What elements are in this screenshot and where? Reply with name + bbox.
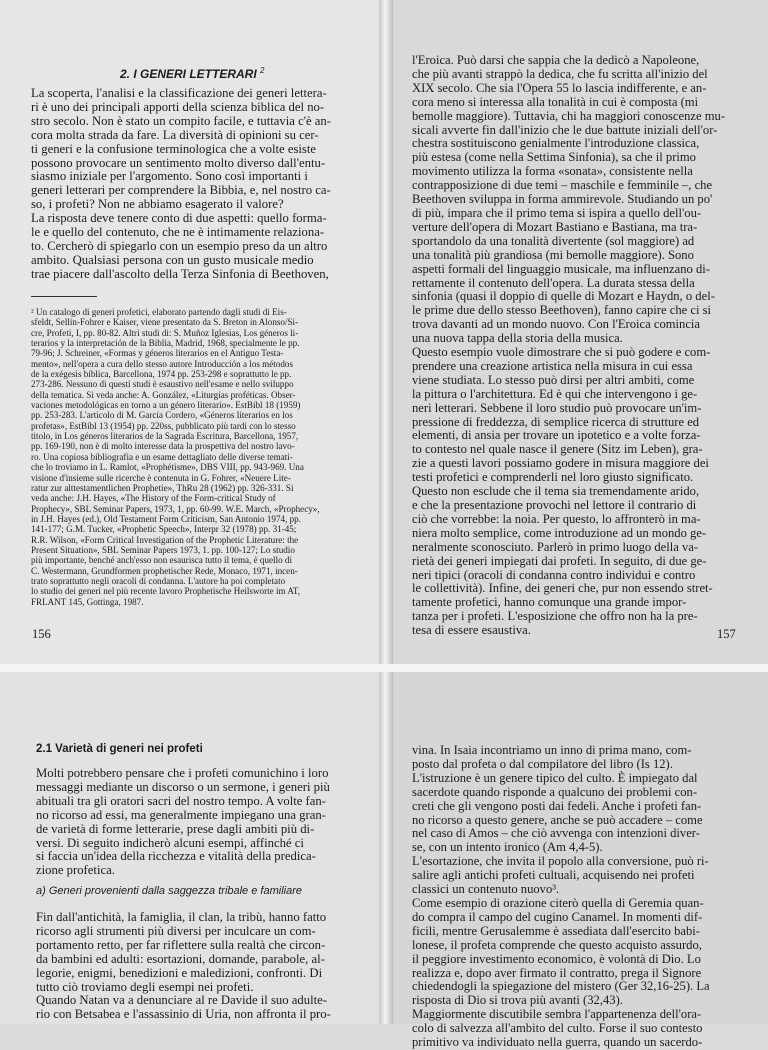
text-line: La scoperta, l'analisi e la classificazione dei generi lettera- (31, 86, 327, 100)
text-line: Fin dall'antichità, la famiglia, il clan, la tribù, hanno fatto (36, 910, 327, 924)
text-line: da bambini ed adulti: esortazioni, domande, parabole, al- (36, 951, 325, 966)
subsection-heading: a) Generi provenienti dalla saggezza tribale e familiare (36, 885, 302, 897)
text-line: la pittura o l'architettura. Ed è qui che intervengono i ge- (412, 386, 698, 401)
text-line: terarios y la interpretación de la Biblia, Madrid, 1968, specialmente le pp. (31, 338, 300, 349)
text-line: so, i profeti? Non ne abbiamo esagerato il valore? (31, 197, 284, 212)
text-line: ti generi e la confusione terminologica che a volte esiste (31, 141, 317, 156)
lower-left-body-1 (36, 767, 330, 878)
text-line: una nuova tappa della storia della musica. (412, 331, 623, 346)
text-line: che lo troviamo in L. Ramlot, «Prophétisme», DBS VIII, pp. 943-969. Una (31, 462, 304, 473)
text-line: generi letterari per comprendere la Bibbia, e, nel nostro ca- (31, 183, 331, 198)
page-number-156: 156 (32, 627, 51, 641)
text-line: testi profetici e comprenderli nel loro giusto significato. (412, 470, 694, 485)
text-line: profetas», EstBíbl 13 (1954) pp. 220ss, pubblicato più tardi con lo stesso (31, 420, 296, 431)
text-line: sinfonia (quasi il doppio di quelle di Mozart e Haydn, o del- (412, 289, 715, 304)
text-line: l'Eroica. Può darsi che sappia che la dedicò a Napoleone, (412, 53, 700, 67)
text-line: Questo non esclude che il tema sia tremendamente arido, (412, 484, 700, 499)
text-line: visione d'insieme sulle ricerche è contenuta in G. Fohrer, «Neuere Lite- (31, 472, 291, 483)
text-line: tutto ciò troviamo degli esempi nei profeti. (36, 979, 254, 994)
text-line: L'esortazione, che invita il popolo alla conversione, può ri- (412, 854, 709, 869)
text-line: rio con Betsabea e l'assassinio di Uria, non affronta il pro- (36, 1007, 331, 1022)
text-line: viene studiata. Lo stesso può dirsi per altri ambiti, come (412, 372, 695, 387)
text-line: risposta di Dio si trova più avanti (32,43). (412, 993, 623, 1008)
text-line: il peggiore investimento economico, è volontà di Dio. Lo (412, 951, 701, 966)
text-line: ri è uno dei principali apporti della scienza biblica del no- (31, 99, 325, 114)
text-line: ciò che vorrebbe: la noia. Per questo, lo affronterò in ma- (412, 511, 701, 526)
lower-right-body (412, 744, 710, 1050)
text-line: cre, Profeti, I, pp. 80-82. Altri studi di: S. Muñoz Iglesias, Los géneros li- (31, 327, 299, 338)
text-line: cora molta strada da fare. La diversità di opinioni su cer- (31, 127, 319, 142)
text-line: bemolle maggiore). Tuttavia, chi ha maggiori conoscenze mu- (412, 108, 726, 123)
text-line: nel caso di Amos – che ciò avvenga con intenzioni diver- (412, 826, 700, 841)
text-line: lonese, il profeta comprende che questo acquisto assurdo, (412, 937, 702, 952)
text-line: pp. 253-283. L'articolo di M. García Cordero, «Géneros literarios en los (31, 410, 293, 421)
page-number-157: 157 (717, 627, 736, 641)
text-line: sportandolo da una tonalità divertente (sol maggiore) ad (412, 233, 695, 248)
text-line: 141-177; G.M. Tucker, «Prophetic Speech», Interpr 32 (1978) pp. 31-45; (31, 524, 297, 535)
text-line: 79-96; J. Schreiner, «Formas y géneros literarios en el Antiguo Testa- (31, 348, 284, 359)
text-line: tesa di essere esaustiva. (412, 623, 531, 638)
text-line: realizza e, dopo aver firmato il contratto, prega il Signore (412, 965, 702, 980)
text-line: C. Westermann, Grundformen prophetischer Rede, Monaco, 1971, incen- (31, 565, 298, 576)
text-line: verture dell'opera di Mozart Bastiano e Bastiana, ma tra- (412, 219, 698, 234)
text-line: legorie, enigmi, benedizioni e maledizioni, confronti. Di (36, 965, 323, 980)
page-157-body (412, 54, 725, 638)
text-line: le e quello del contenuto, che ne è intimamente relaziona- (31, 225, 325, 240)
text-line: trova davanti ad un mondo nuovo. Con l'Eroica comincia (412, 317, 701, 332)
chapter-heading: 2. I GENERI LETTERARI $^2$ (120, 66, 265, 81)
text-line: che più avanti strappò la dedica, che fu scritta all'inizio del (412, 66, 708, 81)
text-line: aspetti formali del linguaggio musicale, ma influenzano di- (412, 261, 710, 276)
text-line: rettamente il contenuto dell'opera. La durata stessa della (412, 275, 695, 290)
text-line: contrapposizione di due temi – maschile e femminile –, che (412, 178, 713, 193)
text-line: le prime due dello stesso Beethoven), fanno capire che ci si (412, 303, 711, 318)
text-line: de varietà di forme letterarie, prese dagli ambiti più di- (36, 821, 315, 836)
text-line: neralmente sconosciuto. Parlerò in primo luogo della va- (412, 539, 699, 554)
text-line: più estesa (come nella Settima Sinfonia), sa che il primo (412, 150, 696, 165)
text-line: portamento retto, per far riflettere sulla realtà che circon- (36, 937, 326, 952)
text-line: niera molto semplice, come introduzione ad un mondo ge- (412, 525, 707, 540)
text-line: Come esempio di orazione citerò quella di Geremia quan- (412, 895, 704, 910)
text-line: classici un contenuto nuovo³. (412, 882, 560, 897)
text-line: creti che gli vengono posti dai fedeli. Anche i profeti fan- (412, 798, 702, 813)
text-line: Quando Natan va a denunciare al re Davide il suo adulte- (36, 993, 327, 1008)
text-line: no ricorso a questo genere, anche se può accadere – come (412, 812, 703, 827)
text-line: Maggiormente discutibile sembra l'appartenenza dell'ora- (412, 1007, 702, 1022)
text-line: e che la presentazione provochi nel lettore il contrario di (412, 498, 697, 512)
text-line: no ricorso ad essi, ma generalmente impiegano una gran- (36, 807, 326, 822)
text-line: abituali tra gli oratori sacri del nostro tempo. A volte fan- (36, 793, 326, 808)
text-line: 273-286. Nessuno di questi studi è esaustivo nell'esame e nello sviluppo (31, 379, 294, 390)
text-line: Questo esempio vuole dimostrare che si può godere e com- (412, 345, 711, 360)
text-line: versi. Di seguito indicherò alcuni esempi, affinché ci (36, 835, 304, 850)
text-line: chiedendogli la spiegazione del mistero (Ger 32,16-25). La (412, 979, 710, 994)
text-line: ricorso agli strumenti più diversi per inculcare un com- (36, 923, 316, 938)
text-line: più importante, benché anch'esso non esaurisca tutto il tema, è quello di (31, 555, 292, 566)
text-line: de la exégesis bíblica, Barcellona, 1974 pp. 253-298 e soprattutto le pp. (31, 369, 292, 380)
text-line: XIX secolo. Che sia l'Opera 55 lo lascia indifferente, e an- (412, 80, 707, 95)
text-line: pressione di freddezza, di semplice ricerca di strutture ed (412, 414, 700, 429)
text-line: FRLANT 145, Gottinga, 1987. (31, 596, 144, 607)
text-line: chestra sostituiscono genialmente l'introduzione classica, (412, 136, 700, 151)
text-line: ratur zur alttestamentlichen Prophetie», ThRu 28 (1962) pp. 326-331. Si (31, 482, 294, 493)
text-line: rietà dei generi impiegati dai profeti. In seguito, di due ge- (412, 553, 707, 568)
text-line: stro secolo. Non è stato un compito facile, e tuttavia c'è an- (31, 113, 331, 128)
text-line: trato soprattutto negli oracoli di condanna. L'autore ha poi completato (31, 575, 286, 586)
text-line: salire agli antichi profeti cultuali, acquisendo nei profeti (412, 868, 695, 883)
text-line: ambito. Qualsiasi persona con un gusto musicale medio (31, 252, 314, 267)
text-line: se, con un intento ironico (Am 4,4-5). (412, 840, 603, 855)
text-line: vina. In Isaia incontriamo un inno di prima mano, com- (412, 743, 692, 757)
text-line: sacerdote quando risponde a qualcuno dei problemi con- (412, 784, 698, 799)
text-line: tanza per i profeti. L'esposizione che offro non ha la pre- (412, 609, 698, 624)
text-line: neri letterari. Sebbene il loro studio può provocare un'im- (412, 400, 702, 415)
text-line: della tematica. Si veda anche: A. González, «Liturgias proféticas. Obser- (31, 389, 296, 400)
text-line: messaggi mediante un discorso o un sermone, i generi più (36, 779, 330, 794)
text-line: trae piacere dall'ascolto della Terza Sinfonia di Beethoven, (31, 266, 329, 281)
text-line: vaciones metodológicas en torno a un género literario». EstBíbl 18 (1959) (31, 400, 301, 411)
text-line: in J.H. Hayes (ed.), Old Testament Form Criticism, San Antonio 1974, pp. (31, 513, 301, 524)
text-line: Beethoven sviluppa in forma ammirevole. Studiando un po' (412, 192, 713, 207)
text-line: veda anche: J.H. Hayes, «The History of the Form-critical Study of (31, 493, 276, 504)
page-156-body (31, 87, 331, 282)
text-line: una tonalità più grandiosa (mi bemolle maggiore). Sono (412, 247, 694, 262)
text-line: elementi, di ansia per trovare un ipotetico e a volte forza- (412, 428, 701, 443)
text-line: R.R. Wilson, «Form Critical Investigation of the Prophetic Literature: the (31, 534, 299, 545)
text-line: ² Un catalogo di generi profetici, elaborato partendo dagli studi di Eis- (31, 307, 287, 317)
text-line: zie a questi lavori possiamo godere in misura maggiore dei (412, 456, 709, 471)
text-line: di più, impara che il primo tema si ispira a quello dell'ou- (412, 205, 702, 220)
text-line: do compra il campo del cugino Canamel. In momenti dif- (412, 909, 703, 924)
text-line: primitivo va individuato nella guerra, quando un sacerdo- (412, 1035, 703, 1050)
text-line: ficili, mentre Gerusalemme è assediata dall'esercito babi- (412, 923, 700, 938)
text-line: zione profetica. (36, 863, 115, 878)
text-line: to. Cercherò di spiegarlo con un esempio preso da un altro (31, 238, 328, 253)
text-line: La risposta deve tenere conto di due aspetti: quello forma- (31, 211, 327, 226)
text-line: L'istruzione è un genere tipico del culto. È impiegato dal (412, 770, 698, 785)
lower-left-body-2 (36, 911, 331, 1022)
text-line: neri tipici (oracoli di condanna contro individui e contro (412, 567, 696, 582)
text-line: cora meno si interessa alla tonalità in cui è composta (mi (412, 94, 699, 109)
book-gutter (379, 0, 393, 1024)
text-line: tamente profetici, hanno comunque una grande impor- (412, 595, 687, 610)
text-line: siasmo iniziale per l'argomento. Sono così importanti i (31, 169, 308, 184)
text-line: movimento utilizza la forma «sonata», consistente nella (412, 164, 693, 179)
scan-divider (0, 664, 768, 672)
text-line: Molti potrebbero pensare che i profeti comunichino i loro (36, 766, 329, 780)
text-line: mento», nell'opera a cura dello stesso autore Introducción a los métodos (31, 358, 293, 369)
footnote-2 (31, 307, 320, 607)
text-line: Present Situation», SBL Seminar Papers 1973, 1. pp. 100-127; Lo studio (31, 544, 295, 555)
text-line: pp. 169-190, non è di molto interesse data la prospettiva del nostro lavo- (31, 441, 295, 452)
text-line: le collettività). Infine, dei generi che, pur non essendo stret- (412, 581, 713, 596)
text-line: colo di salvezza all'ambito del culto. Forse il suo contesto (412, 1021, 703, 1036)
text-line: sfeldt, Sellin-Fohrer e Kaiser, viene presentato da S. Breton in Alonso/Si- (31, 317, 299, 328)
text-line: ro. Una copiosa bibliografia e un esame dettagliato delle diverse temati- (31, 451, 293, 462)
text-line: titolo, in Los géneros literarios de la Sagrada Escritura, Barcellona, 1957, (31, 431, 299, 442)
text-line: Prophecy», SBL Seminar Papers, 1973, 1, pp. 60-99. W.E. March, «Prophecy», (31, 503, 320, 514)
text-line: sicali avverte fin dall'inizio che le due battute iniziali dell'or- (412, 122, 718, 137)
section-heading: 2.1 Varietà di generi nei profeti (36, 743, 203, 755)
text-line: prendere una creazione artistica nella misura in cui essa (412, 358, 693, 373)
text-line: to contesto nel quale nasce il genere (Sitz im Leben), gra- (412, 442, 703, 457)
text-line: si faccia un'idea della ricchezza e vitalità della predica- (36, 849, 316, 864)
footnote-rule (31, 296, 97, 297)
text-line: possono provocare un sentimento molto diverso dall'entu- (31, 155, 326, 170)
text-line: posto dal profeta o dal compilatore del libro (Is 12). (412, 756, 673, 771)
text-line: lo studio dei generi nel più recente lavoro Prophetische Heilsworte im AT, (31, 586, 301, 597)
